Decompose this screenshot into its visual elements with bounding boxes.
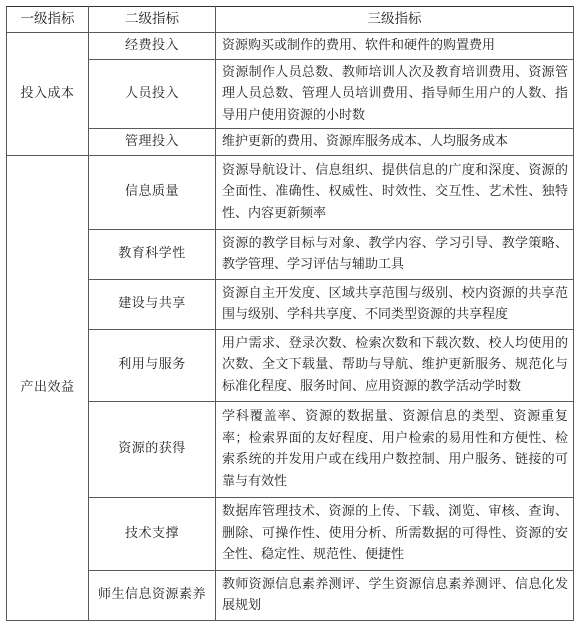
header-level2: 二级指标 [89, 7, 216, 33]
header-level1: 一级指标 [7, 7, 89, 33]
sub-indicator: 技术支撑 [89, 497, 216, 570]
table-row [7, 129, 574, 156]
sub-indicator: 经费投入 [89, 33, 216, 60]
detail-indicator: 资源制作人员总数、教师培训人次及教育培训费用、资源管理人员总数、管理人员培训费用、指导师生用户的人数、指导用户使用资源的小时数 [216, 59, 574, 129]
header-level3: 三级指标 [216, 7, 574, 33]
table-row [7, 229, 574, 279]
detail-indicator: 资源购买或制作的费用、软件和硬件的购置费用 [216, 33, 574, 60]
table-header-row [7, 7, 574, 33]
table-row [7, 401, 574, 497]
table-row [7, 497, 574, 570]
sub-indicator: 建设与共享 [89, 279, 216, 329]
table-row [7, 33, 574, 60]
detail-indicator: 资源的教学目标与对象、教学内容、学习引导、教学策略、教学管理、学习评估与辅助工具 [216, 229, 574, 279]
sub-indicator: 管理投入 [89, 129, 216, 156]
group-label-input-cost: 投入成本 [7, 33, 89, 156]
table-row [7, 59, 574, 129]
sub-indicator: 教育科学性 [89, 229, 216, 279]
table-row [7, 329, 574, 401]
detail-indicator: 数据库管理技术、资源的上传、下载、浏览、审核、查询、删除、可操作性、使用分析、所需数据的可得性、资源的安全性、稳定性、规范性、便捷性 [216, 497, 574, 570]
table-row [7, 155, 574, 229]
sub-indicator: 信息质量 [89, 155, 216, 229]
table-row [7, 570, 574, 620]
table-row [7, 279, 574, 329]
sub-indicator: 人员投入 [89, 59, 216, 129]
detail-indicator: 资源自主开发度、区域共享范围与级别、校内资源的共享范围与级别、学科共享度、不同类型资源的共享程度 [216, 279, 574, 329]
sub-indicator: 利用与服务 [89, 329, 216, 401]
indicator-table [6, 6, 574, 621]
group-label-output-benefit: 产出效益 [7, 155, 89, 620]
detail-indicator: 学科覆盖率、资源的数据量、资源信息的类型、资源重复率；检索界面的友好程度、用户检索的易用性和方便性、检索系统的并发用户或在线用户数控制、用户服务、链接的可靠与有效性 [216, 401, 574, 497]
sub-indicator: 资源的获得 [89, 401, 216, 497]
detail-indicator: 教师资源信息素养测评、学生资源信息素养测评、信息化发展规划 [216, 570, 574, 620]
detail-indicator: 维护更新的费用、资源库服务成本、人均服务成本 [216, 129, 574, 156]
detail-indicator: 用户需求、登录次数、检索次数和下载次数、校人均使用的次数、全文下载量、帮助与导航、维护更新服务、规范化与标准化程度、服务时间、应用资源的教学活动学时数 [216, 329, 574, 401]
detail-indicator: 资源导航设计、信息组织、提供信息的广度和深度、资源的全面性、准确性、权威性、时效性、交互性、艺术性、独特性、内容更新频率 [216, 155, 574, 229]
sub-indicator: 师生信息资源素养 [89, 570, 216, 620]
